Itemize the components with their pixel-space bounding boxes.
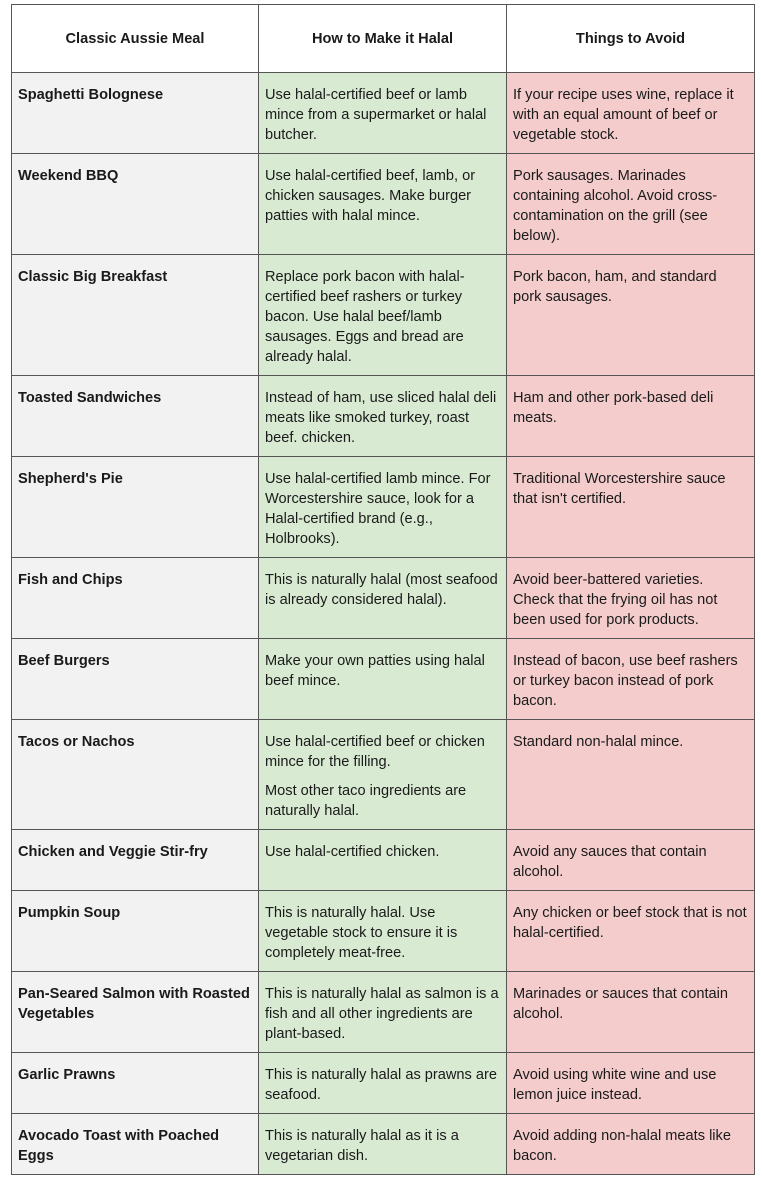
how-to-make-halal-text: Instead of ham, use sliced halal deli meats like smoked turkey, roast beef. chicken.: [265, 390, 497, 446]
how-to-make-halal-cell: [259, 639, 507, 720]
how-to-make-halal-cell: [259, 457, 507, 558]
table-row: [12, 376, 755, 457]
things-to-avoid-cell: Avoid any sauces that contain alcohol.: [507, 830, 755, 891]
how-to-make-halal-cell: [259, 255, 507, 376]
meal-name-cell: Weekend BBQ: [12, 154, 259, 255]
table-row: [12, 972, 755, 1053]
table-row: [12, 639, 755, 720]
how-to-make-halal-text: Use halal-certified beef or chicken mince for the filling.: [265, 734, 485, 770]
meal-name-cell: Garlic Prawns: [12, 1053, 259, 1114]
how-to-make-halal-text: This is naturally halal. Use vegetable stock to ensure it is completely meat-free.: [265, 905, 458, 961]
things-to-avoid-cell: Avoid using white wine and use lemon juice instead.: [507, 1053, 755, 1114]
meal-name-cell: Tacos or Nachos: [12, 720, 259, 830]
things-to-avoid-cell: Avoid beer-battered varieties. Check that the frying oil has not been used for pork products.: [507, 558, 755, 639]
meal-name-cell: Beef Burgers: [12, 639, 259, 720]
things-to-avoid-cell: Pork bacon, ham, and standard pork sausages.: [507, 255, 755, 376]
meal-name-cell: Fish and Chips: [12, 558, 259, 639]
header-how-to-make-halal: How to Make it Halal: [259, 5, 507, 73]
meal-name-cell: Avocado Toast with Poached Eggs: [12, 1114, 259, 1175]
how-to-make-halal-text: Most other taco ingredients are naturally halal.: [265, 783, 467, 819]
how-to-make-halal-text: This is naturally halal as prawns are seafood.: [265, 1067, 497, 1103]
things-to-avoid-cell: Pork sausages. Marinades containing alcohol. Avoid cross-contamination on the grill (see below).: [507, 154, 755, 255]
how-to-make-halal-cell: [259, 376, 507, 457]
meal-name-cell: Shepherd's Pie: [12, 457, 259, 558]
things-to-avoid-cell: Ham and other pork-based deli meats.: [507, 376, 755, 457]
header-things-to-avoid: Things to Avoid: [507, 5, 755, 73]
how-to-make-halal-cell: [259, 1114, 507, 1175]
how-to-make-halal-text: This is naturally halal as it is a vegetarian dish.: [265, 1128, 459, 1164]
how-to-make-halal-cell: [259, 73, 507, 154]
how-to-make-halal-cell: [259, 1053, 507, 1114]
how-to-make-halal-cell: [259, 154, 507, 255]
how-to-make-halal-text: Use halal-certified lamb mince. For Worcestershire sauce, look for a Halal-certified brand (e.g., Holbrooks).: [265, 471, 491, 547]
table-row: [12, 154, 755, 255]
how-to-make-halal-cell: [259, 720, 507, 830]
how-to-make-halal-text: This is naturally halal as salmon is a fish and all other ingredients are plant-based.: [265, 986, 499, 1042]
table-row: [12, 1053, 755, 1114]
table-row: [12, 891, 755, 972]
table-body: [12, 73, 755, 1175]
how-to-make-halal-text: Make your own patties using halal beef mince.: [265, 653, 485, 689]
things-to-avoid-cell: If your recipe uses wine, replace it with an equal amount of beef or vegetable stock.: [507, 73, 755, 154]
table-row: [12, 73, 755, 154]
things-to-avoid-cell: Standard non-halal mince.: [507, 720, 755, 830]
things-to-avoid-cell: Marinades or sauces that contain alcohol.: [507, 972, 755, 1053]
table-row: [12, 558, 755, 639]
meal-name-cell: Pumpkin Soup: [12, 891, 259, 972]
header-row: [12, 5, 755, 73]
how-to-make-halal-text: Replace pork bacon with halal-certified beef rashers or turkey bacon. Use halal beef/lamb sausages. Eggs and bread are already halal.: [265, 269, 465, 365]
how-to-make-halal-cell: [259, 972, 507, 1053]
how-to-make-halal-text: Use halal-certified beef, lamb, or chicken sausages. Make burger patties with halal mince.: [265, 168, 476, 224]
table-row: [12, 457, 755, 558]
meal-name-cell: Toasted Sandwiches: [12, 376, 259, 457]
halal-meal-table: [11, 4, 755, 1175]
how-to-make-halal-cell: [259, 558, 507, 639]
things-to-avoid-cell: Traditional Worcestershire sauce that isn't certified.: [507, 457, 755, 558]
how-to-make-halal-cell: [259, 830, 507, 891]
table-row: [12, 720, 755, 830]
meal-name-cell: Pan-Seared Salmon with Roasted Vegetables: [12, 972, 259, 1053]
things-to-avoid-cell: Instead of bacon, use beef rashers or turkey bacon instead of pork bacon.: [507, 639, 755, 720]
how-to-make-halal-text: Use halal-certified beef or lamb mince from a supermarket or halal butcher.: [265, 87, 487, 143]
things-to-avoid-cell: Any chicken or beef stock that is not halal-certified.: [507, 891, 755, 972]
how-to-make-halal-text: Use halal-certified chicken.: [265, 844, 440, 860]
meal-name-cell: Chicken and Veggie Stir-fry: [12, 830, 259, 891]
header-meal: Classic Aussie Meal: [12, 5, 259, 73]
how-to-make-halal-cell: [259, 891, 507, 972]
things-to-avoid-cell: Avoid adding non-halal meats like bacon.: [507, 1114, 755, 1175]
table-row: [12, 1114, 755, 1175]
table-row: [12, 830, 755, 891]
how-to-make-halal-text: This is naturally halal (most seafood is already considered halal).: [265, 572, 498, 608]
meal-name-cell: Classic Big Breakfast: [12, 255, 259, 376]
table-row: [12, 255, 755, 376]
meal-name-cell: Spaghetti Bolognese: [12, 73, 259, 154]
